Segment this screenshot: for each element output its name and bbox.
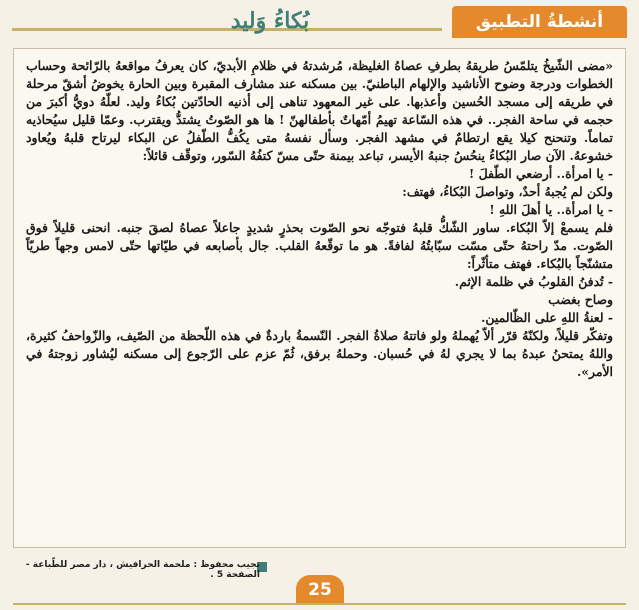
paragraph-7: وصاح بغضب: [548, 292, 613, 307]
paragraph-4: - يا امرأة.. يا أهلَ اللهِ !: [489, 202, 613, 217]
story-text-box: [13, 48, 626, 548]
paragraph-9: وتفكّر قليلاً، ولكنّهُ قرّر ألاّ يُهملهُ ولو فاتتهُ صلاةُ الفجر. النّسمةُ باردةٌ في هذه اللّحظة من الصّيف، والزّواحفُ كثيرة، واللهُ يمتحنُ عبدهُ بما لا يجري لهُ في حُسبان. وحملهُ برفق، ثُمّ عزم على الرّجوع إلى مسكنه ليُشاور زوجتهُ في الأمر».: [26, 328, 613, 379]
footer-divider: [13, 603, 626, 605]
paragraph-5: فلم يسمعْ إلاّ البُكاء. ساور الشّكُّ قلبهُ فتوجّه نحو الصّوت بحذرٍ شديدٍ جاعلاً عصاهُ لصقَ جنبه. انحنى قليلاً فوق الصّوت. مدّ راحتهُ حتّى مسّت سبّابتُهُ لفافةً. هو ما توقّعهُ القلب. جال بأصابعه في طيّاتها حتّى لامس وجهاً طريّاً متشنّجاً بالبُكاء. فهتف متأثّراً:: [26, 220, 613, 271]
source-credit: نجيب محفوظ : ملحمة الحرافيش ، دار مصر للطّباعة - الصفحة 5 .: [25, 560, 260, 580]
paragraph-3: ولكن لم يُجبهُ أحدٌ، وتواصلَ البُكاءُ، فهتف:: [402, 184, 613, 199]
page-number: 25: [296, 575, 344, 605]
page-header: [0, 0, 639, 40]
story-title: بُكاءُ وَليد: [230, 8, 310, 34]
paragraph-1: «مضى الشّيخُ يتلمّسُ طريقهُ بطرفِ عصاهُ الغليظة، مُرشدتهُ في ظلامِ الأبديّ، كان يعرفُ مواقعهُ بالرّائحة وحساب الخطوات ودرجة وضوح الأناشيد والإلهام الباطنيّ. بين مسكنه عند مشارف المقبرة وبين الحارة يخوضُ أشقّ مرحلة في طريقه إلى مسجد الحُسين وأعذبها. على غير المعهود تناهى إلى أذنيه الحادّتين بُكاءُ وليد. لعلّهُ دويُّ أكبرَ من حجمه في ساحة الفجر.. في هذه السّاعة تهيمُ أمّهاتٌ بأطفالهنّ ! ها هو الصّوتُ يشتدُّ ويقترب. وعمّا قليل سيُحاذيه تماماً. وتنحنح كيلا يقع ارتطامٌ في مشهد الفجر. وسأل نفسهُ متى يكُفُّ الطّفلُ عن البكاء ليرتاح قلبهُ ويُعاود خشوعهُ. الآن صار البُكاءُ ينحُسُ جنبهُ الأيسر، تباعد بيمنة حتّى مسّ كتفُهُ السّور، وتوقّف قائلاً:: [26, 58, 613, 163]
paragraph-8: - لعنةُ اللهِ على الظّالمين.: [481, 310, 613, 325]
paragraph-2: - يا امرأة.. أرضعي الطّفلَ !: [468, 166, 613, 181]
section-title-tab: أنشطةُ التطبيق: [452, 6, 627, 38]
paragraph-6: - تُدفنُ القلوبُ في ظلمة الإثم.: [454, 274, 613, 289]
